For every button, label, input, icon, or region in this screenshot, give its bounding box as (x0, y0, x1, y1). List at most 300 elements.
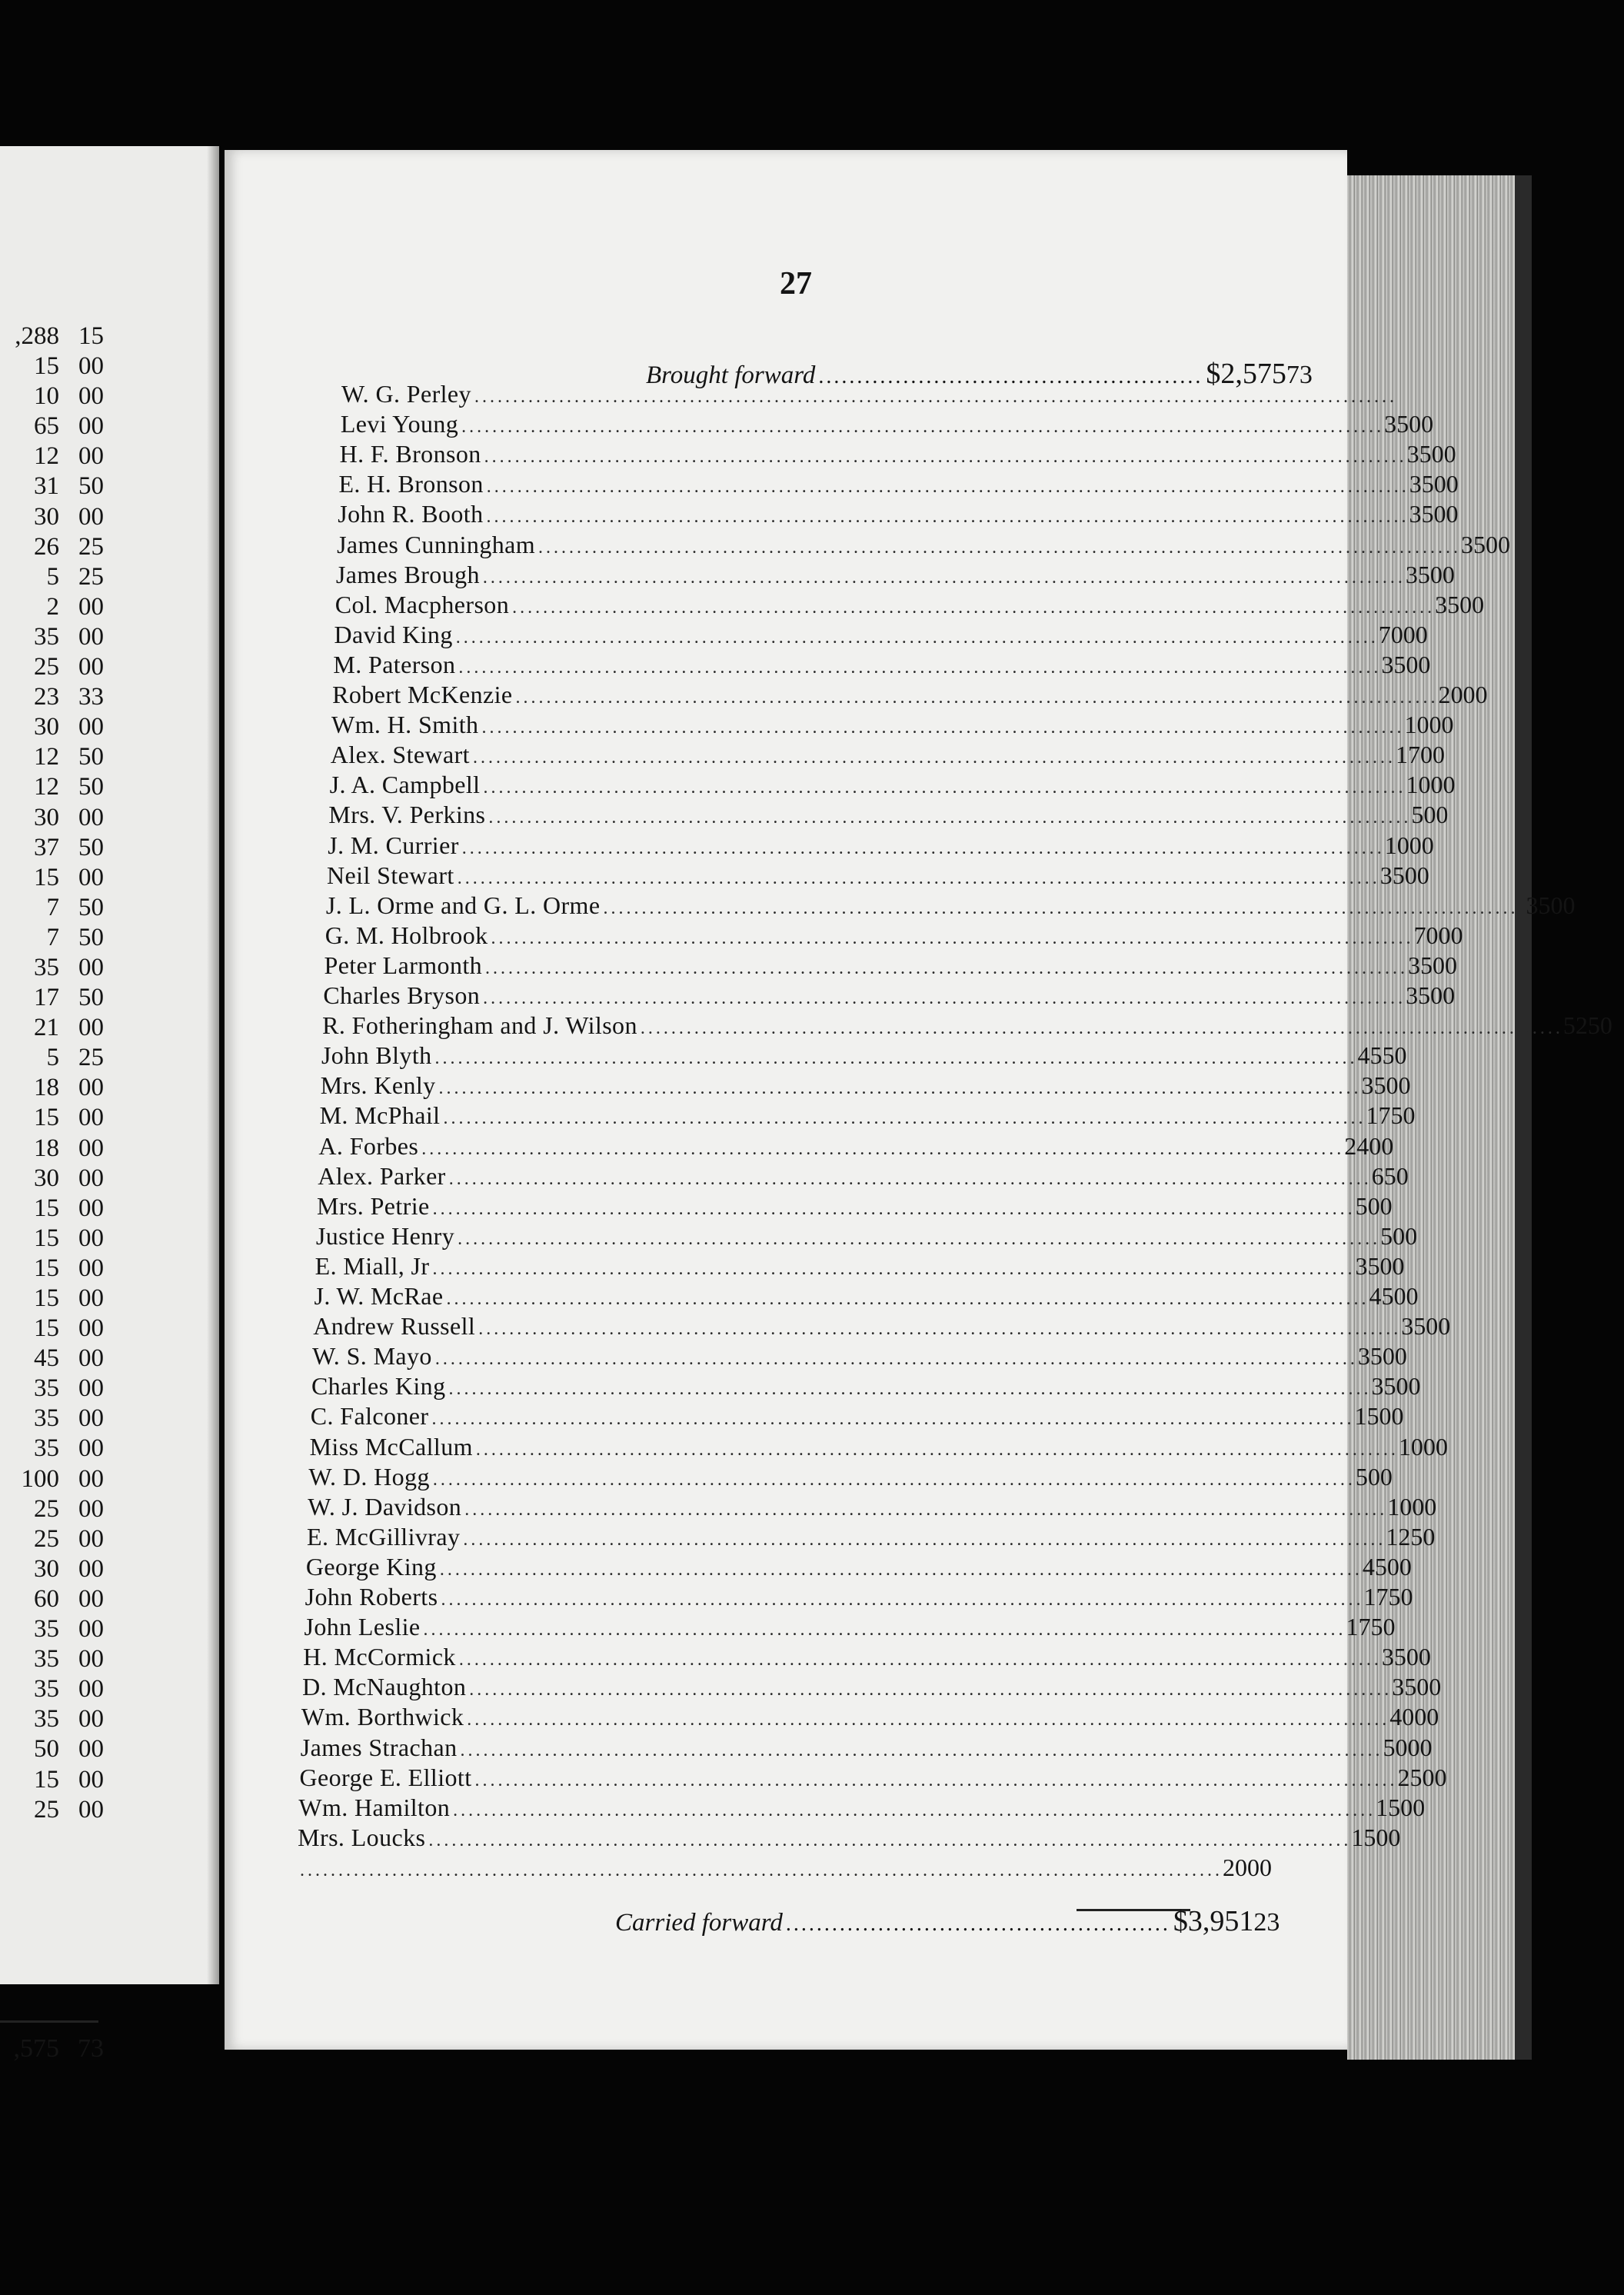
amount-cents: 00 (1416, 1673, 1442, 1701)
contribution-entry (333, 650, 1431, 680)
amount-dollars: 15 (1351, 1823, 1376, 1851)
amount-dollars: 35 (1384, 410, 1409, 438)
brought-forward-cents: 73 (1286, 361, 1313, 389)
left-amount-cents: 50 (78, 984, 104, 1012)
contributor-name: D. McNaughton (302, 1673, 467, 1701)
amount-dollars: 35 (1409, 470, 1434, 498)
left-amount-dollars: 25 (34, 1524, 59, 1553)
amount-cents: 00 (1409, 831, 1434, 859)
leader-dots: ........................................................................................................................ (512, 597, 1436, 618)
carried-forward-row (615, 1904, 1280, 1939)
leader-dots: ........................................................................................................................ (457, 868, 1380, 888)
left-amount-cents: 33 (78, 683, 104, 711)
amount-cents: 00 (1404, 861, 1429, 889)
leader-dots: ........................................................................................................................ (472, 748, 1396, 768)
amount-cents: 00 (1247, 1853, 1272, 1881)
contribution-entry (304, 1612, 1396, 1642)
contribution-entry (314, 1281, 1419, 1311)
amount-dollars: 17 (1363, 1583, 1389, 1610)
contribution-entry (304, 1582, 1413, 1612)
left-amount-cents: 50 (78, 833, 104, 861)
left-amount-cents: 00 (78, 1194, 104, 1222)
contributor-name: Robert McKenzie (332, 681, 513, 708)
amount-dollars: 45 (1357, 1041, 1383, 1070)
contribution-entry (325, 891, 1576, 921)
brought-forward-label: Brought forward (646, 361, 816, 389)
left-amount-cents: 00 (78, 1284, 104, 1312)
left-amount-dollars: 30 (34, 1554, 59, 1583)
amount-cents: 00 (1386, 1071, 1411, 1100)
contributor-name: James Strachan (300, 1733, 458, 1761)
contribution-entry (302, 1672, 1442, 1702)
amount-cents: 00 (1463, 681, 1488, 708)
contribution-entry (337, 530, 1511, 560)
left-amount-cents: 00 (78, 1735, 104, 1764)
contribution-entry (307, 1522, 1436, 1552)
leader-dots: ........................................................................................................................ (439, 1559, 1363, 1580)
contributor-name: John Leslie (304, 1613, 421, 1641)
contributor-name: E. H. Bronson (338, 470, 484, 498)
left-total-dollars: ,575 (13, 2034, 59, 2063)
amount-cents: 50 (1587, 1011, 1612, 1040)
left-amount-dollars: 25 (34, 1795, 59, 1824)
left-amount-cents: 00 (78, 1765, 104, 1794)
amount-dollars: 35 (1357, 1342, 1383, 1371)
left-amount-dollars: 31 (34, 472, 59, 501)
left-amount-cents: 50 (78, 773, 104, 801)
left-amount-cents: 50 (78, 893, 104, 921)
left-amount-dollars: 65 (34, 412, 59, 441)
contributor-name: W. D. Hogg (308, 1462, 430, 1491)
contributor-name: Mrs. V. Perkins (328, 801, 486, 829)
amount-dollars: 35 (1406, 440, 1432, 468)
leader-dots: ........................................................................................................................ (438, 1078, 1362, 1099)
amount-dollars: 5 (1380, 1221, 1393, 1250)
amount-cents: 00 (1431, 440, 1456, 468)
amount-dollars: 35 (1406, 981, 1431, 1009)
amount-cents: 00 (1433, 951, 1458, 979)
contribution-entry (324, 921, 1463, 951)
contribution-entry (313, 1311, 1451, 1341)
left-amount-dollars: 2 (46, 592, 59, 621)
left-amount-cents: 00 (78, 1254, 104, 1282)
amount-cents: 00 (1379, 1402, 1404, 1431)
contributor-name: James Brough (335, 560, 480, 588)
left-amount-dollars: 35 (34, 1645, 59, 1674)
amount-dollars: 35 (1526, 891, 1551, 919)
leader-dots: ........................................................................................................................ (474, 1770, 1398, 1790)
left-amount-cents: 50 (78, 472, 104, 501)
contribution-entry (309, 1432, 1448, 1462)
amount-cents: 00 (1433, 500, 1459, 528)
left-amount-cents: 00 (78, 442, 104, 471)
left-amount-cents: 00 (78, 863, 104, 891)
contribution-entry (298, 1823, 1401, 1853)
left-amount-cents: 50 (78, 743, 104, 771)
amount-cents: 00 (1400, 1793, 1426, 1821)
amount-cents: 50 (1370, 1613, 1396, 1641)
left-amount-dollars: 37 (34, 833, 59, 861)
contributor-name: M. Paterson (333, 650, 456, 678)
amount-dollars: 35 (1355, 1251, 1380, 1280)
contributor-name: Alex. Parker (318, 1161, 446, 1190)
left-amount-dollars: 15 (34, 863, 59, 891)
amount-dollars: 40 (1389, 1703, 1415, 1731)
contributor-name: Miss McCallum (309, 1432, 473, 1461)
contribution-entry (328, 831, 1434, 861)
leader-dots: ........................................................................................................................ (432, 1198, 1356, 1219)
leader-dots: .................................................. (785, 1912, 1170, 1936)
leader-dots: ........................................................................................................................ (431, 1409, 1355, 1430)
contributor-name: E. McGillivray (307, 1522, 461, 1551)
left-amount-cents: 00 (78, 1675, 104, 1704)
left-amount-dollars: 18 (34, 1074, 59, 1102)
leader-dots: ........................................................................................................................ (460, 1740, 1383, 1760)
contributor-name: Levi Young (340, 410, 459, 438)
contribution-entry (321, 1041, 1407, 1071)
amount-cents: 00 (1403, 620, 1428, 648)
left-amount-dollars: 21 (34, 1014, 59, 1042)
amount-cents: 00 (1430, 981, 1456, 1009)
amount-cents: 00 (1393, 1282, 1419, 1310)
left-amount-dollars: 35 (34, 1434, 59, 1463)
contribution-entry (334, 590, 1485, 620)
amount-cents: 00 (1406, 650, 1431, 678)
left-amount-dollars: 15 (34, 1194, 59, 1222)
left-amount-cents: 00 (78, 352, 104, 381)
left-amount-cents: 00 (78, 1554, 104, 1583)
amount-dollars: 35 (1405, 560, 1430, 588)
left-amount-cents: 00 (78, 1524, 104, 1553)
leader-dots: ........................................................................................................................ (434, 1349, 1358, 1370)
left-amount-cents: 00 (78, 1795, 104, 1824)
contribution-entry (318, 1161, 1409, 1191)
leader-dots: ........................................................................................................................ (491, 928, 1414, 948)
leader-dots: ........................................................................................................................ (486, 507, 1409, 528)
leader-dots: ........................................................................................................................ (458, 1650, 1382, 1670)
leader-dots: ........................................................................................................................ (475, 1439, 1399, 1460)
left-amount-cents: 50 (78, 923, 104, 951)
contributor-name: David King (334, 620, 453, 648)
left-amount-dollars: 100 (21, 1464, 59, 1493)
leader-dots: ........................................................................................................................ (423, 1620, 1346, 1640)
left-amount-cents: 00 (78, 1705, 104, 1734)
contribution-entry (301, 1702, 1439, 1732)
left-amount-dollars: 35 (34, 1404, 59, 1433)
leader-dots: ........................................................................................................................ (464, 1499, 1388, 1520)
left-amount-dollars: 5 (46, 562, 59, 591)
amount-dollars: 70 (1378, 620, 1403, 648)
contributor-name: Justice Henry (315, 1221, 455, 1250)
left-amount-dollars: 18 (34, 1134, 59, 1162)
leader-dots: ........................................................................................................................ (538, 537, 1462, 558)
amount-cents: 00 (1414, 1703, 1439, 1731)
amount-cents: 00 (1429, 711, 1454, 739)
amount-dollars: 17 (1366, 1101, 1391, 1130)
amount-cents: 00 (1419, 741, 1445, 769)
contribution-entry (341, 379, 1397, 409)
amount-dollars: 35 (1381, 1643, 1406, 1671)
amount-dollars: 45 (1362, 1552, 1387, 1581)
leader-dots: ........................................................................................................................ (478, 1319, 1402, 1340)
amount-dollars: 10 (1406, 771, 1431, 799)
contributor-name: John R. Booth (338, 500, 484, 528)
contributor-name: John Blyth (321, 1041, 432, 1070)
amount-cents: 00 (1459, 590, 1485, 618)
left-amount-dollars: 60 (34, 1584, 59, 1613)
left-amount-dollars: 10 (34, 382, 59, 411)
amount-dollars: 6 (1371, 1161, 1384, 1190)
contribution-entry (312, 1341, 1407, 1371)
amount-dollars: 10 (1387, 1492, 1413, 1521)
left-amount-cents: 00 (78, 953, 104, 981)
contributor-name: Mrs. Loucks (298, 1823, 426, 1851)
leader-dots: ........................................................................................................................ (488, 808, 1412, 828)
contribution-entry (303, 1642, 1431, 1672)
contributor-name: Wm. Hamilton (298, 1793, 451, 1821)
amount-dollars: 50 (1383, 1733, 1408, 1761)
amount-dollars: 10 (1384, 831, 1409, 859)
amount-cents: 00 (1406, 1643, 1431, 1671)
left-amount-cents: 00 (78, 1164, 104, 1192)
amount-cents: 00 (1429, 560, 1455, 588)
leader-dots: .................................................. (818, 365, 1203, 388)
amount-dollars: 5 (1411, 801, 1424, 829)
amount-cents: 00 (1379, 1251, 1405, 1280)
contribution-entry (338, 499, 1459, 529)
contributor-name: Peter Larmonth (324, 951, 483, 979)
left-amount-cents: 00 (78, 1104, 104, 1132)
amount-cents: 00 (1407, 1733, 1433, 1761)
left-amount-dollars: ,288 (15, 322, 59, 350)
contributor-name: John Roberts (304, 1583, 438, 1610)
leader-dots: ........................................................................................................................ (434, 1048, 1358, 1069)
contribution-entry (328, 800, 1449, 830)
amount-dollars: 70 (1413, 921, 1439, 949)
leader-dots: ........................................................................................................................ (481, 718, 1405, 738)
contribution-entry (327, 861, 1429, 891)
contribution-entry (320, 1071, 1411, 1101)
amount-dollars: 35 (1392, 1673, 1417, 1701)
contributor-name: Col. Macpherson (334, 590, 510, 618)
left-amount-dollars: 25 (34, 1494, 59, 1523)
leader-dots: ........................................................................................................................ (446, 1289, 1369, 1309)
contributor-name: Andrew Russell (313, 1312, 476, 1341)
left-amount-dollars: 30 (34, 803, 59, 831)
amount-dollars: 17 (1395, 741, 1420, 769)
contributor-name: Mrs. Petrie (317, 1191, 430, 1220)
left-amount-dollars: 17 (34, 984, 59, 1012)
left-amount-dollars: 35 (34, 622, 59, 651)
amount-cents: 00 (1382, 1342, 1407, 1371)
amount-dollars: 52 (1562, 1011, 1588, 1040)
contributor-name: Mrs. Kenly (320, 1071, 436, 1100)
contribution-entry (319, 1101, 1416, 1131)
leader-dots: ........................................................................................................................ (485, 958, 1409, 978)
contribution-entry (297, 1853, 1272, 1883)
amount-dollars: 10 (1404, 711, 1429, 739)
left-amount-cents: 25 (78, 562, 104, 591)
left-amount-cents: 00 (78, 592, 104, 621)
contributor-name: James Cunningham (337, 530, 536, 558)
contributor-name: W. G. Perley (341, 380, 471, 408)
left-amount-cents: 00 (78, 1464, 104, 1493)
left-amount-dollars: 25 (34, 653, 59, 681)
left-amount-cents: 00 (78, 803, 104, 831)
leader-dots: ........................................................................................................................ (482, 567, 1406, 588)
contribution-entry (308, 1462, 1393, 1492)
left-amount-cents: 00 (78, 1584, 104, 1613)
left-amount-cents: 00 (78, 1014, 104, 1042)
amount-cents: 50 (1388, 1583, 1413, 1610)
contributor-name: J. L. Orme and G. L. Orme (325, 891, 601, 919)
carried-forward-label: Carried forward (615, 1909, 783, 1937)
contributor-name: Alex. Stewart (330, 741, 470, 769)
left-amount-dollars: 15 (34, 1314, 59, 1343)
amount-dollars: 35 (1381, 650, 1406, 678)
amount-dollars: 35 (1401, 1312, 1426, 1341)
amount-cents: 00 (1412, 1492, 1437, 1521)
left-amount-cents: 00 (78, 1074, 104, 1102)
amount-dollars: 24 (1344, 1131, 1369, 1160)
amount-cents: 00 (1396, 1372, 1421, 1401)
amount-cents: 00 (1422, 1763, 1447, 1791)
left-amount-dollars: 12 (34, 773, 59, 801)
left-amount-dollars: 30 (34, 1164, 59, 1192)
contributor-name: R. Fotheringham and J. Wilson (322, 1011, 637, 1040)
left-amount-dollars: 35 (34, 953, 59, 981)
contribution-entry (338, 469, 1459, 499)
amount-cents: 00 (1393, 1221, 1418, 1250)
amount-cents: 00 (1367, 1191, 1393, 1220)
left-amount-dollars: 35 (34, 1615, 59, 1644)
contributor-name: W. J. Davidson (308, 1492, 462, 1521)
left-amount-cents: 00 (78, 1434, 104, 1463)
contributor-name: Charles Bryson (323, 981, 481, 1009)
left-amount-dollars: 26 (34, 532, 59, 561)
left-amount-cents: 00 (78, 1344, 104, 1373)
contribution-entry (310, 1401, 1404, 1431)
left-amount-dollars: 35 (34, 1675, 59, 1704)
contributor-name: Wm. H. Smith (331, 711, 479, 739)
contributor-name: Wm. Borthwick (301, 1703, 464, 1731)
left-amount-cents: 00 (78, 1314, 104, 1343)
left-amount-cents: 00 (78, 653, 104, 681)
left-amount-dollars: 35 (34, 1374, 59, 1403)
carried-forward-cents: 23 (1253, 1908, 1280, 1937)
contribution-entry (324, 951, 1458, 981)
contributor-name: G. M. Holbrook (324, 921, 488, 949)
leader-dots: ........................................................................................................................ (448, 1379, 1372, 1400)
left-amount-dollars: 15 (34, 1765, 59, 1794)
leader-dots: ........................................................................................................................ (432, 1258, 1356, 1279)
contribution-entry (322, 1011, 1612, 1041)
left-amount-cents: 00 (78, 1374, 104, 1403)
amount-dollars: 25 (1397, 1763, 1423, 1791)
amount-dollars: 12 (1386, 1522, 1411, 1551)
amount-dollars: 35 (1361, 1071, 1386, 1100)
amount-dollars: 10 (1398, 1432, 1423, 1461)
contributor-name: M. McPhail (319, 1101, 441, 1130)
amount-dollars: 15 (1376, 1793, 1401, 1821)
leader-dots: ........................................................................................................................ (483, 988, 1406, 1008)
leader-dots: ........................................................................................................................ (603, 898, 1526, 918)
contribution-entry (331, 710, 1454, 740)
left-amount-cents: 00 (78, 713, 104, 741)
amount-dollars: 15 (1354, 1402, 1379, 1431)
contributor-name: H. F. Bronson (339, 440, 481, 468)
leader-dots: ........................................................................................................................ (463, 1529, 1386, 1550)
contributor-name: Charles King (311, 1372, 446, 1401)
leader-dots: ........................................................................................................................ (474, 387, 1397, 407)
left-amount-cents: 00 (78, 382, 104, 411)
leader-dots: ........................................................................................................................ (467, 1710, 1390, 1730)
leader-dots: ........................................................................................................................ (453, 1800, 1376, 1820)
left-amount-dollars: 45 (34, 1344, 59, 1373)
contributor-name: George King (305, 1552, 437, 1581)
contribution-entry (317, 1191, 1393, 1221)
leader-dots: ........................................................................................................................ (441, 1590, 1364, 1610)
amount-dollars: 35 (1435, 590, 1460, 618)
leader-dots: ........................................................................................................................ (461, 417, 1385, 438)
contributor-name: George E. Elliott (299, 1763, 472, 1791)
brought-forward-dollars: $2,575 (1206, 358, 1286, 390)
contribution-entry (305, 1552, 1412, 1582)
left-amount-cents: 00 (78, 1494, 104, 1523)
left-amount-dollars: 12 (34, 442, 59, 471)
left-amount-dollars: 7 (46, 923, 59, 951)
amount-cents: 00 (1423, 1432, 1448, 1461)
contribution-entry (311, 1371, 1421, 1401)
contribution-entry (299, 1763, 1447, 1793)
left-amount-dollars: 7 (46, 893, 59, 921)
contribution-entry (308, 1492, 1437, 1522)
contribution-entry (318, 1131, 1394, 1161)
contributor-name: E. Miall, Jr (314, 1251, 430, 1280)
amount-dollars: 45 (1369, 1282, 1394, 1310)
leader-dots: ........................................................................................................................ (469, 1680, 1393, 1700)
leader-dots: ........................................................................................................................ (458, 1228, 1381, 1249)
contribution-entry (315, 1221, 1418, 1251)
contributor-name: H. McCormick (303, 1643, 456, 1671)
amount-dollars: 35 (1371, 1372, 1396, 1401)
amount-cents: 50 (1382, 1041, 1407, 1070)
contribution-entry (340, 409, 1434, 439)
amount-dollars: 17 (1346, 1613, 1371, 1641)
amount-cents: 00 (1386, 1552, 1412, 1581)
amount-dollars: 35 (1409, 500, 1434, 528)
left-amount-cents: 00 (78, 502, 104, 531)
page-number: 27 (780, 266, 812, 301)
leader-dots: ........................................................................................................................ (458, 657, 1382, 678)
left-amount-dollars: 30 (34, 713, 59, 741)
carried-forward-dollars: $3,951 (1173, 1905, 1254, 1937)
leader-dots: ........................................................................................................................ (432, 1469, 1356, 1490)
leader-dots: ........................................................................................................................ (486, 477, 1409, 498)
contributor-name: J. A. Campbell (329, 771, 481, 799)
amount-cents: 00 (1423, 801, 1449, 829)
amount-cents: 50 (1383, 1161, 1409, 1190)
contribution-entry (314, 1251, 1405, 1281)
contribution-entry (335, 560, 1455, 590)
leader-dots: ........................................................................................................................ (421, 1138, 1345, 1159)
amount-cents: 50 (1390, 1101, 1416, 1130)
left-amount-dollars: 15 (34, 1284, 59, 1312)
left-amount-dollars: 35 (34, 1705, 59, 1734)
contributor-name: J. W. McRae (314, 1282, 444, 1310)
amount-dollars: 5 (1355, 1191, 1368, 1220)
amount-cents: 00 (1376, 1823, 1401, 1851)
